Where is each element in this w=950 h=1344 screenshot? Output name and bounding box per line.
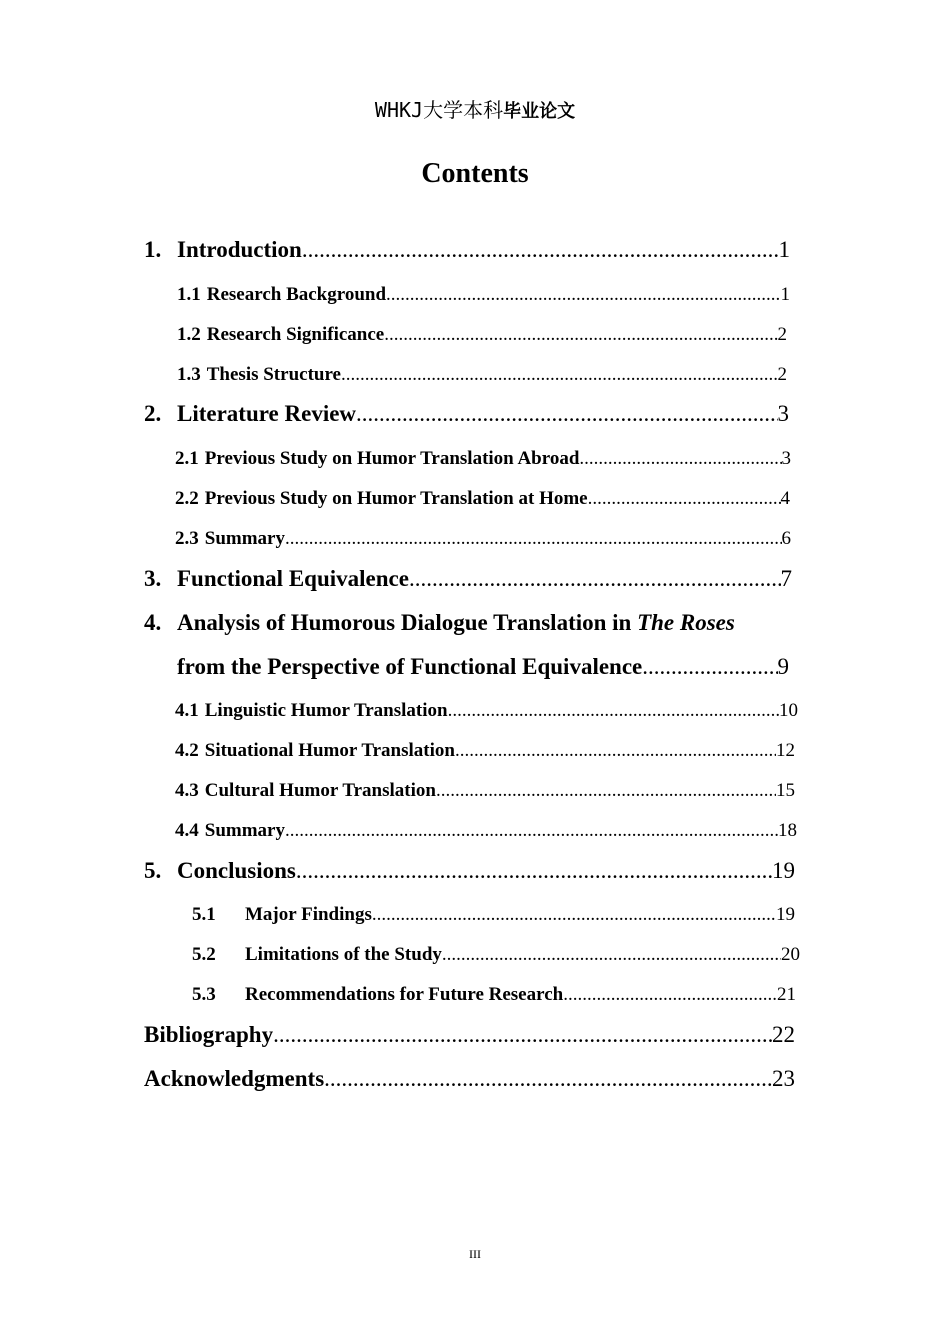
toc-title: Summary <box>204 820 285 841</box>
toc-title-text: Analysis of Humorous Dialogue Translation in <box>177 610 632 635</box>
toc-page: 22 <box>772 1022 795 1047</box>
toc-title-line1 <box>177 610 735 636</box>
toc-leader <box>436 780 776 802</box>
toc-number: 4. <box>144 610 162 635</box>
toc-entry-analysis[interactable] <box>144 610 814 636</box>
toc-number: 5.1 <box>192 904 216 925</box>
toc-title: Recommendations for Future Research <box>245 984 564 1005</box>
toc-title: Research Background <box>206 284 387 305</box>
toc-leader <box>579 448 781 470</box>
toc-page: 23 <box>772 1066 795 1091</box>
toc-title: Introduction <box>177 237 302 262</box>
toc-page: 6 <box>781 528 791 549</box>
toc-number: 4.1 <box>175 700 199 721</box>
toc-leader <box>273 1022 772 1048</box>
toc-title: Summary <box>204 528 285 549</box>
toc-number: 1. <box>144 237 162 262</box>
toc-entry-linguistic-humor[interactable] <box>175 700 798 722</box>
toc-number: 2.2 <box>175 488 199 509</box>
toc-title: Research Significance <box>206 324 385 345</box>
toc-title: Situational Humor Translation <box>204 740 455 761</box>
toc-page: 1 <box>780 284 790 305</box>
toc-leader <box>384 324 777 346</box>
toc-title: Limitations of the Study <box>245 944 442 965</box>
toc-leader <box>442 944 781 966</box>
toc-page: 20 <box>781 944 800 965</box>
toc-page: 9 <box>777 654 789 679</box>
toc-entry-introduction[interactable] <box>144 237 790 263</box>
toc-number: 1.2 <box>177 324 201 345</box>
toc-leader <box>341 364 778 386</box>
toc-page: 19 <box>772 858 795 883</box>
toc-title: Acknowledgments <box>144 1066 325 1091</box>
toc-page: 21 <box>777 984 796 1005</box>
toc-leader <box>324 1066 772 1092</box>
toc-entry-thesis-structure[interactable] <box>177 364 787 386</box>
toc-title: Cultural Humor Translation <box>204 780 436 801</box>
toc-number: 2.1 <box>175 448 199 469</box>
toc-entry-research-background[interactable] <box>177 284 790 306</box>
toc-page: 3 <box>777 401 789 426</box>
toc-entry-humor-translation-abroad[interactable] <box>175 448 791 470</box>
toc-title: Conclusions <box>177 858 296 883</box>
toc-leader <box>455 740 776 762</box>
toc-leader <box>285 820 778 842</box>
toc-number: 4.4 <box>175 820 199 841</box>
toc-entry-summary-2[interactable] <box>175 528 791 550</box>
toc-leader <box>372 904 776 926</box>
toc-entry-analysis-continued[interactable] <box>177 654 789 680</box>
toc-entry-acknowledgments[interactable] <box>144 1066 795 1092</box>
header-thesis-label: 毕业论文 <box>503 101 576 122</box>
toc-leader <box>285 528 782 550</box>
toc-entry-functional-equivalence[interactable] <box>144 566 792 592</box>
toc-entry-conclusions[interactable] <box>144 858 795 884</box>
toc-entry-recommendations[interactable] <box>192 984 796 1006</box>
toc-page: 19 <box>776 904 795 925</box>
toc-entry-cultural-humor[interactable] <box>175 780 795 802</box>
toc-number: 4.2 <box>175 740 199 761</box>
toc-page: 2 <box>777 364 787 385</box>
toc-leader <box>588 488 781 510</box>
page-number: III <box>469 1247 481 1261</box>
toc-page: 2 <box>777 324 787 345</box>
toc-leader <box>563 984 777 1006</box>
toc-number: 1.3 <box>177 364 201 385</box>
toc-page: 4 <box>780 488 790 509</box>
toc-entry-research-significance[interactable] <box>177 324 787 346</box>
toc-entry-summary-4[interactable] <box>175 820 797 842</box>
toc-number: 5.2 <box>192 944 216 965</box>
toc-page: 12 <box>776 740 795 761</box>
toc-leader <box>302 237 779 263</box>
toc-title-line2: from the Perspective of Functional Equivalence <box>177 654 643 679</box>
header-university: WHKJ大学本科 <box>374 98 504 122</box>
toc-title: Previous Study on Humor Translation Abroad <box>204 448 580 469</box>
toc-leader <box>296 858 772 884</box>
toc-title: Major Findings <box>245 904 372 925</box>
toc-title: Linguistic Humor Translation <box>204 700 448 721</box>
toc-entry-situational-humor[interactable] <box>175 740 795 762</box>
toc-number: 3. <box>144 566 162 591</box>
toc-page: 7 <box>780 566 792 591</box>
toc-entry-humor-translation-home[interactable] <box>175 488 790 510</box>
toc-number: 5. <box>144 858 162 883</box>
page-title: Contents <box>421 158 529 189</box>
toc-entry-major-findings[interactable] <box>192 904 795 926</box>
toc-leader <box>642 654 777 680</box>
toc-title: Literature Review <box>177 401 357 426</box>
toc-page: 3 <box>781 448 791 469</box>
toc-entry-limitations[interactable] <box>192 944 800 966</box>
toc-number: 2. <box>144 401 162 426</box>
toc-title: Thesis Structure <box>206 364 341 385</box>
toc-leader <box>448 700 779 722</box>
toc-page: 18 <box>778 820 797 841</box>
toc-number: 5.3 <box>192 984 216 1005</box>
toc-number: 1.1 <box>177 284 201 305</box>
toc-leader <box>356 401 777 427</box>
toc-title: Bibliography <box>144 1022 274 1047</box>
toc-page: 15 <box>776 780 795 801</box>
toc-number: 4.3 <box>175 780 199 801</box>
toc-leader <box>386 284 780 306</box>
toc-title: Previous Study on Humor Translation at Home <box>204 488 588 509</box>
toc-entry-bibliography[interactable] <box>144 1022 795 1048</box>
toc-entry-literature-review[interactable] <box>144 401 789 427</box>
toc-leader <box>409 566 781 592</box>
toc-page: 10 <box>779 700 798 721</box>
toc-page: 1 <box>778 237 790 262</box>
toc-title: Functional Equivalence <box>177 566 409 591</box>
toc-number: 2.3 <box>175 528 199 549</box>
toc-title-italic: The Roses <box>637 610 735 635</box>
